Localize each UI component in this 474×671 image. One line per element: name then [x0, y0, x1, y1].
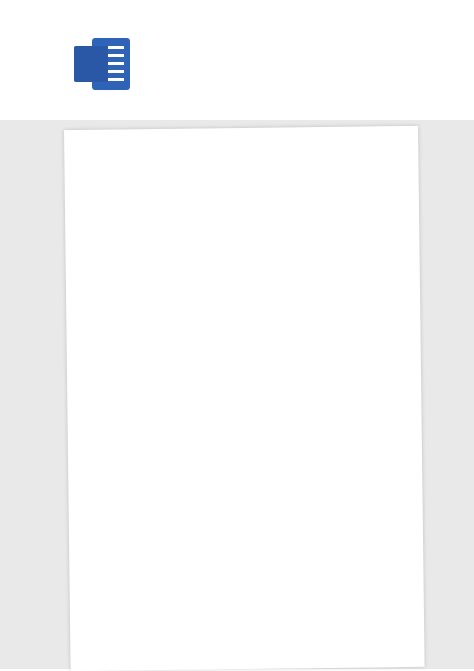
header [0, 0, 474, 130]
document-page [64, 126, 425, 671]
word-document-icon [70, 32, 134, 96]
document-title [64, 160, 418, 164]
